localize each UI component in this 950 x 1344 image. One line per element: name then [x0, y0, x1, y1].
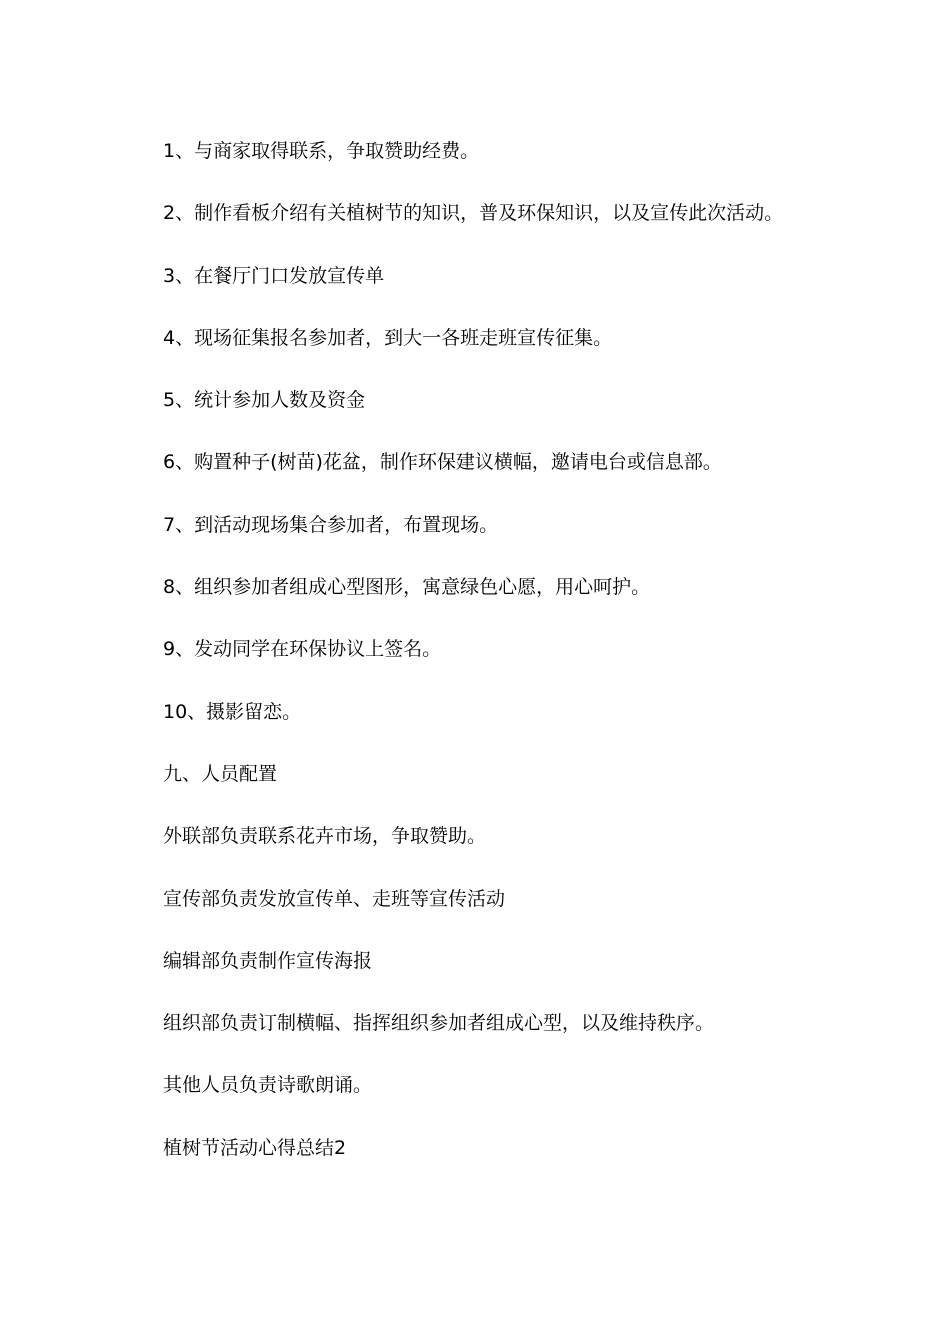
list-item-6: 6、购置种子(树苗)花盆，制作环保建议横幅，邀请电台或信息部。: [163, 451, 722, 474]
list-item-5: 5、统计参加人数及资金: [163, 389, 366, 412]
list-item-10: 10、摄影留恋。: [163, 700, 302, 723]
section-heading: 九、人员配置: [163, 762, 278, 785]
list-item-4: 4、现场征集报名参加者，到大一各班走班宣传征集。: [163, 326, 613, 349]
next-section-title: 植树节活动心得总结2: [163, 1136, 347, 1159]
staffing-line-3: 编辑部负责制作宣传海报: [163, 949, 373, 972]
list-item-7: 7、到活动现场集合参加者，布置现场。: [163, 513, 499, 536]
list-item-2: 2、制作看板介绍有关植树节的知识，普及环保知识，以及宣传此次活动。: [163, 202, 784, 225]
list-item-9: 9、发动同学在环保协议上签名。: [163, 638, 442, 661]
list-item-1: 1、与商家取得联系，争取赞助经费。: [163, 140, 480, 162]
list-item-3: 3、在餐厅门口发放宣传单: [163, 264, 385, 287]
document-body: [163, 134, 883, 1193]
staffing-line-2: 宣传部负责发放宣传单、走班等宣传活动: [163, 887, 506, 910]
staffing-line-4: 组织部负责订制横幅、指挥组织参加者组成心型，以及维持秩序。: [163, 1012, 715, 1035]
list-item-8: 8、组织参加者组成心型图形，寓意绿色心愿，用心呵护。: [163, 576, 651, 599]
staffing-line-1: 外联部负责联系花卉市场，争取赞助。: [163, 825, 487, 848]
staffing-line-5: 其他人员负责诗歌朗诵。: [163, 1074, 373, 1097]
